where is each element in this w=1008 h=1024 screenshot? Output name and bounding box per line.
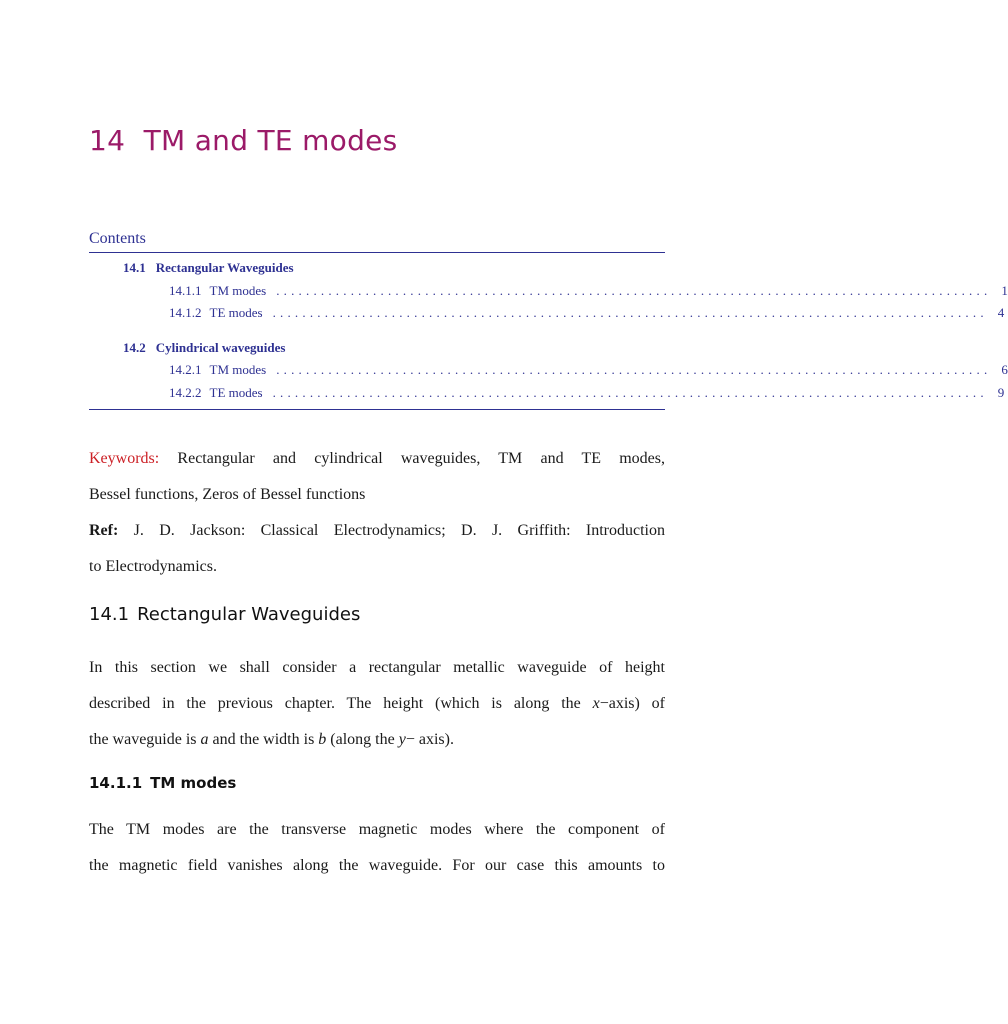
chapter-title-text: TM and TE modes <box>143 124 398 157</box>
toc-subsection-number: 14.1.1 <box>169 283 202 298</box>
section-14-1-paragraph <box>89 650 665 758</box>
math-var-b: b <box>318 731 327 748</box>
toc-subsection-number: 14.2.1 <box>169 362 202 377</box>
toc-section-number: 14.2 <box>123 340 146 355</box>
chapter-title <box>89 124 398 157</box>
toc-page-number: 4 <box>997 305 1005 320</box>
toc-subsection-14-2-2[interactable] <box>169 385 1005 401</box>
text-run: the waveguide is <box>89 731 201 748</box>
toc-section-number: 14.1 <box>123 260 146 275</box>
subsection-title: TM modes <box>150 774 237 792</box>
ref-label: Ref: <box>89 522 119 539</box>
ref-paragraph <box>89 513 665 585</box>
toc-subsection-title: TE modes <box>209 305 263 320</box>
toc-leader-dots: ................................................................................................ <box>272 305 988 320</box>
section-14-1-1-paragraph <box>89 812 665 884</box>
toc-leader-dots: ................................................................................................ <box>276 362 992 377</box>
body-line: the magnetic field vanishes along the waveguide. For our case this amounts to <box>89 857 665 874</box>
toc-page-number: 1 <box>1001 283 1008 298</box>
math-var-x: x <box>592 695 600 712</box>
toc-page-number: 6 <box>1001 362 1008 377</box>
keywords-text-1: Rectangular and cylindrical waveguides, TM and TE modes, <box>177 450 666 467</box>
toc-leader-dots: ................................................................................................ <box>276 283 992 298</box>
toc-subsection-14-1-1[interactable] <box>169 283 1008 299</box>
text-run: and the width is <box>208 731 319 748</box>
ref-line-2: to Electrodynamics. <box>89 558 217 575</box>
contents-bottom-rule <box>89 409 665 410</box>
math-var-y: y <box>398 731 406 748</box>
body-line <box>89 722 665 758</box>
contents-top-rule <box>89 252 665 253</box>
toc-section-title: Cylindrical waveguides <box>155 340 286 355</box>
keywords-paragraph <box>89 441 665 513</box>
text-run: described in the previous chapter. The height (which is along the <box>89 695 593 712</box>
text-run: − axis). <box>405 731 454 748</box>
text-run: −axis) of <box>599 695 665 712</box>
toc-section-14-2[interactable] <box>123 340 285 356</box>
subsection-heading-14-1-1 <box>89 774 236 792</box>
toc-subsection-14-1-2[interactable] <box>169 305 1005 321</box>
body-line <box>89 686 665 722</box>
toc-page-number: 9 <box>997 385 1005 400</box>
subsection-number: 14.1.1 <box>89 774 143 792</box>
toc-subsection-number: 14.2.2 <box>169 385 202 400</box>
toc-leader-dots: ................................................................................................ <box>272 385 988 400</box>
body-line: In this section we shall consider a rectangular metallic waveguide of height <box>89 659 665 676</box>
toc-subsection-14-2-1[interactable] <box>169 362 1008 378</box>
toc-section-14-1[interactable] <box>123 260 294 276</box>
toc-section-title: Rectangular Waveguides <box>155 260 294 275</box>
ref-line-1 <box>89 513 665 549</box>
section-number: 14.1 <box>89 604 130 625</box>
chapter-number: 14 <box>89 124 126 157</box>
toc-subsection-number: 14.1.2 <box>169 305 202 320</box>
contents-heading: Contents <box>89 230 146 247</box>
body-line: The TM modes are the transverse magnetic modes where the component of <box>89 821 665 838</box>
keywords-line-1 <box>89 441 665 477</box>
keywords-line-2: Bessel functions, Zeros of Bessel functions <box>89 486 366 503</box>
math-var-a: a <box>200 731 209 748</box>
toc-subsection-title: TM modes <box>209 283 267 298</box>
text-run: (along the <box>326 731 399 748</box>
section-heading-14-1 <box>89 604 360 625</box>
toc-subsection-title: TM modes <box>209 362 267 377</box>
toc-subsection-title: TE modes <box>209 385 263 400</box>
ref-text-1: J. D. Jackson: Classical Electrodynamics; D. J. Griffith: Introduction <box>133 522 666 539</box>
keywords-label: Keywords: <box>89 450 160 467</box>
section-title: Rectangular Waveguides <box>137 604 361 625</box>
